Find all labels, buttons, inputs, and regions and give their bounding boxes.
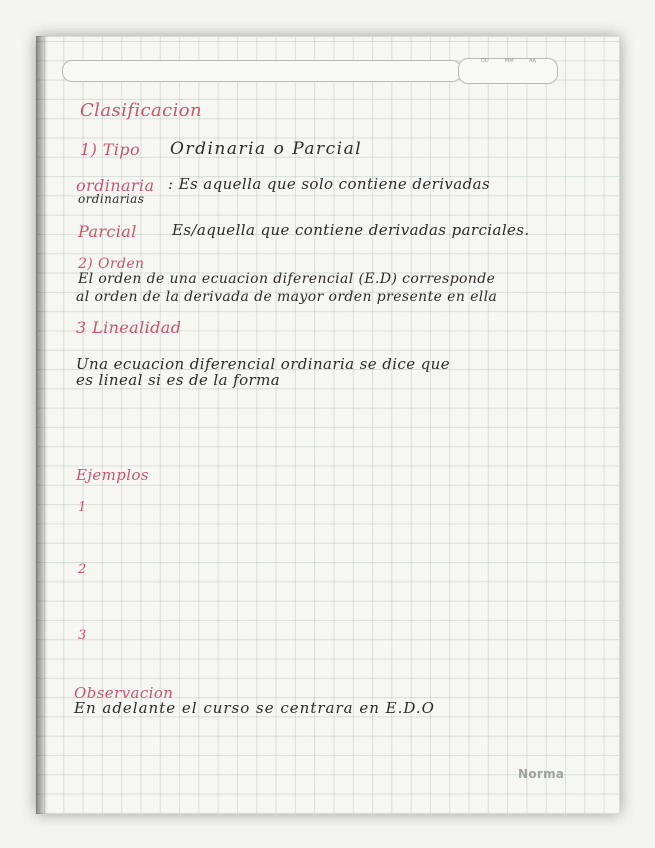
tipo-text: Ordinaria o Parcial xyxy=(170,139,363,159)
observacion-label: Observacion xyxy=(74,684,174,702)
orden-label: 2) Orden xyxy=(78,256,145,272)
linealidad-label: 3 Linealidad xyxy=(76,318,182,337)
ejemplo-2-number: 2 xyxy=(78,562,87,577)
ejemplo-3-number: 3 xyxy=(78,628,87,643)
tipo-label: 1) Tipo xyxy=(80,140,140,159)
observacion-text: En adelante el curso se centrara en E.D.O xyxy=(74,699,435,717)
date-year-label: AA xyxy=(529,58,536,64)
ordinaria-text: : Es aquella que solo contiene derivadas xyxy=(168,175,491,193)
linealidad-line-1: Una ecuacion diferencial ordinaria se dice que xyxy=(76,355,451,373)
header-bar xyxy=(62,60,462,82)
parcial-text: Es/aquella que contiene derivadas parciales. xyxy=(172,221,530,239)
ejemplo-1-number: 1 xyxy=(78,500,87,515)
ordinaria-text-cont: ordinarias xyxy=(78,192,145,206)
ordinaria-label: ordinaria xyxy=(76,176,155,195)
orden-line-1: El orden de una ecuacion diferencial (E.D) corresponde xyxy=(78,271,496,287)
date-box xyxy=(458,58,558,84)
date-day-label: DD xyxy=(481,58,489,64)
date-month-label: MM xyxy=(505,58,514,64)
ejemplos-label: Ejemplos xyxy=(76,466,150,484)
brand-logo: Norma xyxy=(518,767,565,781)
linealidad-line-2: es lineal si es de la forma xyxy=(76,371,281,389)
orden-line-2: al orden de la derivada de mayor orden presente en ella xyxy=(76,289,498,305)
parcial-label: Parcial xyxy=(78,222,137,241)
section-title: Clasificacion xyxy=(80,100,202,121)
